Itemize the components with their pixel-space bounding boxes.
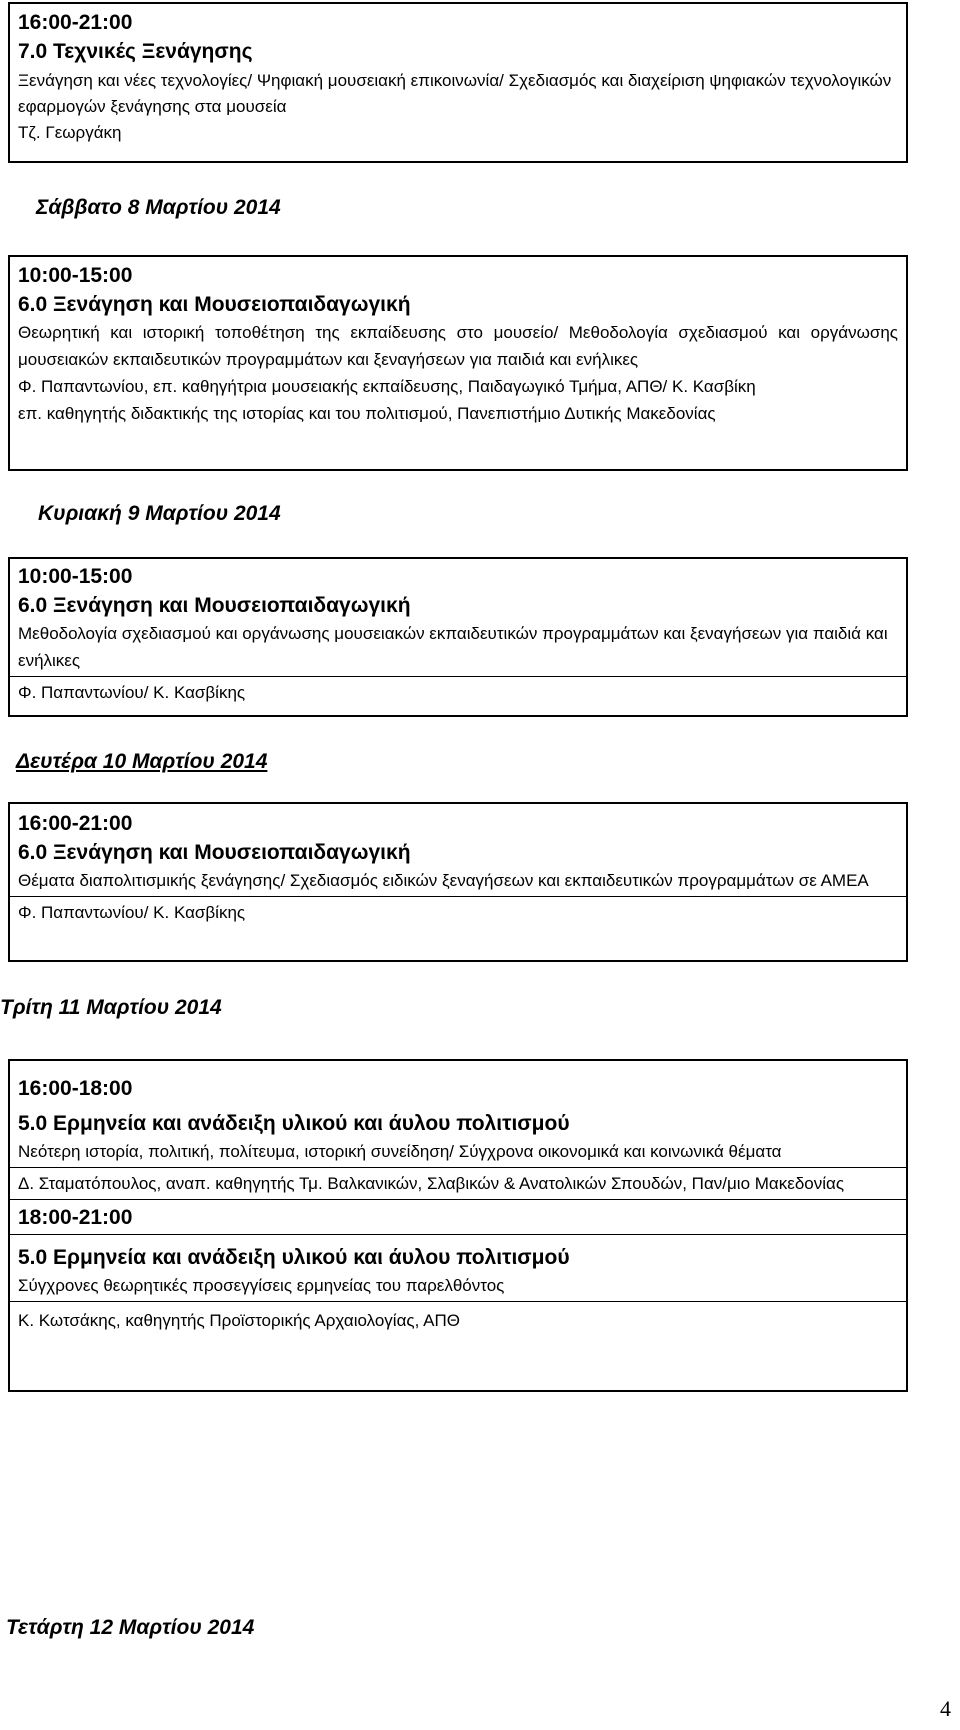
instructor-row: [10, 896, 906, 926]
session-time: 10:00-15:00: [18, 264, 133, 287]
session-title: 7.0 Τεχνικές Ξενάγησης: [18, 40, 253, 63]
session-block-sun: [8, 557, 908, 717]
session-time: 16:00-21:00: [18, 11, 133, 34]
day-heading-sunday: Κυριακή 9 Μαρτίου 2014: [38, 502, 281, 525]
session-instructor: Τζ. Γεωργάκη: [18, 123, 122, 142]
instructor-row-1: [10, 1167, 906, 1197]
session-time-2: 18:00-21:00: [18, 1206, 133, 1229]
session-title-2: 5.0 Ερμηνεία και ανάδειξη υλικού και άυλου πολιτισμού: [18, 1246, 570, 1269]
session-block-7: [8, 2, 908, 163]
title-row-2: [10, 1234, 906, 1299]
session-instructor: Φ. Παπαντωνίου/ Κ. Κασβίκης: [18, 683, 246, 702]
day-heading-tuesday: Τρίτη 11 Μαρτίου 2014: [0, 996, 222, 1019]
session-description-1: Νεότερη ιστορία, πολιτική, πολίτευμα, ιστορική συνείδηση/ Σύγχρονα οικονομικά και κοινωνικά θέματα: [18, 1142, 782, 1161]
session-instructor-1: Δ. Σταματόπουλος, αναπ. καθηγητής Τμ. Βαλκανικών, Σλαβικών & Ανατολικών Σπουδών, Παν/μιο Μακεδονίας: [18, 1174, 845, 1193]
session-description-2: Σύγχρονες θεωρητικές προσεγγίσεις ερμηνείας του παρελθόντος: [18, 1276, 505, 1295]
session-description: Θέματα διαπολιτισμικής ξενάγησης/ Σχεδιασμός ειδικών ξεναγήσεων και εκπαιδευτικών προγραμμάτων σε ΑΜΕΑ: [18, 871, 869, 890]
day-heading-monday: Δευτέρα 10 Μαρτίου 2014: [16, 750, 268, 773]
session-block-mon: [8, 802, 908, 962]
session-instructor-affiliation: επ. καθηγητής διδακτικής της ιστορίας και του πολιτισμού, Πανεπιστήμιο Δυτικής Μακεδονίας: [18, 404, 716, 423]
session-block-tue: [8, 1059, 908, 1392]
session-title: 6.0 Ξενάγηση και Μουσειοπαιδαγωγική: [18, 293, 411, 316]
session-description: Θεωρητική και ιστορική τοποθέτηση της εκπαίδευσης στο μουσείο/ Μεθοδολογία σχεδιασμού και οργάνωσης μουσειακών εκπαιδευτικών προγραμμάτων και ξεναγήσεων για παιδιά και ενήλικες: [18, 323, 898, 369]
session-instructor-2: Κ. Κωτσάκης, καθηγητής Προϊστορικής Αρχαιολογίας, ΑΠΘ: [18, 1311, 460, 1330]
session-description: Μεθοδολογία σχεδιασμού και οργάνωσης μουσειακών εκπαιδευτικών προγραμμάτων και ξεναγήσεων για παιδιά και ενήλικες: [18, 624, 888, 670]
session-title-1: 5.0 Ερμηνεία και ανάδειξη υλικού και άυλου πολιτισμού: [18, 1112, 570, 1135]
session-instructor: Φ. Παπαντωνίου, επ. καθηγήτρια μουσειακής εκπαίδευσης, Παιδαγωγικό Τμήμα, ΑΠΘ/ Κ. Κασβίκη: [18, 377, 756, 396]
session-title: 6.0 Ξενάγηση και Μουσειοπαιδαγωγική: [18, 594, 411, 617]
session-instructor: Φ. Παπαντωνίου/ Κ. Κασβίκης: [18, 903, 246, 922]
day-heading-saturday: Σάββατο 8 Μαρτίου 2014: [36, 196, 281, 219]
session-description: Ξενάγηση και νέες τεχνολογίες/ Ψηφιακή μουσειακή επικοινωνία/ Σχεδιασμός και διαχείριση ψηφιακών τεχνολογικών εφαρμογών ξενάγησης στα μουσεία: [18, 71, 892, 116]
page-number: 4: [940, 1696, 951, 1721]
instructor-row-2: [10, 1301, 906, 1334]
session-time: 10:00-15:00: [18, 565, 133, 588]
session-time-1: 16:00-18:00: [18, 1077, 133, 1100]
instructor-row: [10, 676, 906, 706]
session-title: 6.0 Ξενάγηση και Μουσειοπαιδαγωγική: [18, 841, 411, 864]
day-heading-wednesday: Τετάρτη 12 Μαρτίου 2014: [6, 1616, 255, 1639]
session-time: 16:00-21:00: [18, 812, 133, 835]
time-row-2: [10, 1199, 906, 1232]
session-block-sat: [8, 255, 908, 471]
